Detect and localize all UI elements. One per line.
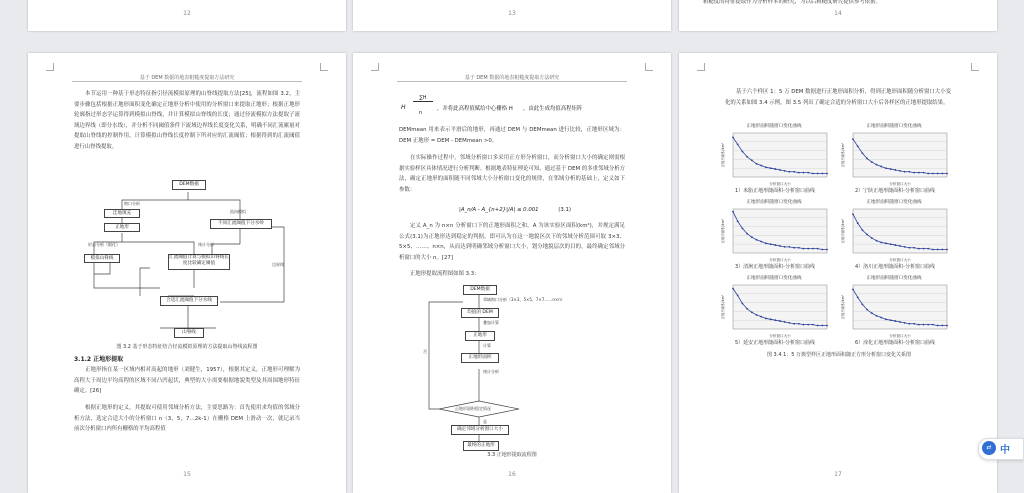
page-number: 13 [508,10,516,17]
data-point [817,248,819,250]
data-point [927,173,929,175]
data-point [909,323,911,325]
equation-3-1 [399,207,625,217]
data-point [742,151,744,153]
data-point [765,166,767,168]
data-point [746,233,748,235]
data-point [732,211,734,213]
data-point [890,319,892,321]
data-point [909,171,911,173]
page-14 [679,0,997,31]
data-point [932,249,934,251]
header-rule [397,81,627,82]
data-point [751,311,753,313]
data-point [918,248,920,250]
flow-label-calc: 计算 [483,343,491,348]
data-point [913,172,915,174]
data-point [803,172,805,174]
crop-mark [320,63,328,71]
x-axis-label: 分析窗口大小 [769,182,791,186]
crop-mark [971,63,979,71]
chart-title: 正地形面积随窗口变化曲线 [866,200,922,205]
data-point [880,166,882,168]
page-number: 14 [834,10,842,17]
body-paragraph: 根据正地形的定义，其提取可使用邻域分析方法，主要思路为：首先使用求均值的邻域分析方法，选定合适大小的分析窗口 n（3，5，7…2k-1）在栅格 DEM 上滑动一次，就记录当前次分析窗口内所有栅格的平均高程值 [74,405,300,433]
data-point [904,246,906,248]
data-point [932,324,934,326]
data-point [941,173,943,175]
line-chart [719,205,831,263]
data-point [779,245,781,247]
data-point [746,308,748,310]
data-point [866,309,868,311]
chart-panel [719,275,831,349]
data-point [909,247,911,249]
data-point [774,244,776,246]
data-point [941,249,943,251]
data-point [826,173,828,175]
data-point [946,173,948,175]
equation-body: |A_n/A - A_{n+2}|/A| ≤ 0.001 [459,207,539,213]
data-point [817,173,819,175]
data-point [793,323,795,325]
data-point [789,171,791,173]
flow-label-boundary: 边界线 [272,262,284,267]
data-point [760,316,762,318]
flow-label-stat: 统计分析 [198,242,214,247]
data-point [784,170,786,172]
plot-area [733,285,827,329]
page-12 [28,0,346,31]
flowchart-3-2 [80,178,300,338]
data-point [803,248,805,250]
data-point [770,243,772,245]
formula-hmean [399,93,629,123]
chart-title: 正地形面积随窗口变化曲线 [746,200,802,205]
flow-node-pos: 正地形 [465,331,495,341]
page-number: 16 [508,471,516,478]
data-point [732,137,734,139]
formula-symbol: H [401,104,406,111]
data-point [862,152,864,154]
data-point [852,213,854,215]
data-point [756,314,758,316]
running-header: 基于 DEM 数据的地表粗糙度提取方法研究 [139,75,235,81]
data-point [918,172,920,174]
data-point [812,248,814,250]
flowchart-3-3 [423,283,623,449]
data-point [937,325,939,327]
data-point [946,325,948,327]
data-point [821,173,823,175]
data-point [789,322,791,324]
y-axis-label: 正地形面积/km² [721,142,725,168]
data-point [871,161,873,163]
page-text-fragment: 粗糙度的特征提取作为分析样本的研究，为以后粗糙度研究提供参考依据。 [703,0,881,5]
data-point [927,248,929,250]
page-16 [353,53,671,493]
flow-label-stat2: 统计分析 [483,369,499,374]
flow-node-fill: 洼地填充 [104,209,140,218]
chart-panel [839,123,951,197]
figure-caption: 图 3.4 1：5 万典型样区正地形面积随正方形分析窗口变化关系图 [766,352,912,358]
body-paragraph: 定义 A_n 为 n×n 分析窗口下的正地形面积之和，A 为该实验区面积(km²)，并规定满足公式(3.1)为正地形达到稳定的判据，即可认为在这一地貌区次下的邻域分析范围可取 3×3、5×5、……、n×n，从而达到明确邻域分析窗口大小，划分地貌层次的目的，最终确定邻域分析窗口的大小 n。[27] [399,223,625,261]
data-point [866,158,868,160]
data-point [871,312,873,314]
body-paragraph: 本节运用一种基于形态特征指引径流模拟原理的山脊线提取方法[25]，流程如图 3.2，主要步骤包括根据正地形面积变化确定正地形分析中使用的分析窗口来提取正地形；根据正地形轮廓指过形态学运算得到模拟山脊线，并计算模拟山脊线的长度；通过径流模拟方法提取子流域边界线（即分水线），并分析不同阈值条件下流域边界线长度变化关系，明确不同汇流累量对提取山脊线的控制作用，计算模拟山脊线长度控制下所对应的汇流阈值；根据得到的汇流阈值进行山脊线提取。 [74,91,300,150]
flow-node-area: 正地形面积 [461,353,499,363]
y-axis-label: 正地形面积/km² [721,294,725,320]
line-chart [839,205,951,263]
data-point [826,325,828,327]
data-point [779,320,781,322]
data-point [880,317,882,319]
data-point [756,163,758,165]
data-point [817,325,819,327]
page-17 [679,53,997,493]
data-point [899,245,901,247]
data-point [923,172,925,174]
chart-title: 正地形面积随窗口变化曲线 [746,124,802,129]
flow-label-simflow: 流向模拟 [230,209,246,214]
data-point [923,324,925,326]
x-axis-label: 分析窗口大小 [889,334,911,338]
data-point [826,249,828,251]
data-point [885,167,887,169]
data-point [821,325,823,327]
data-point [803,324,805,326]
chart-panel [719,123,831,197]
crop-mark [645,63,653,71]
data-point [812,173,814,175]
flow-node-posterrain: 正地形 [104,223,140,232]
data-point [756,239,758,241]
data-point [732,288,734,290]
data-point [812,324,814,326]
data-point [937,173,939,175]
data-point [913,323,915,325]
flow-node-ridge: 山脊线 [174,328,204,338]
data-point [862,303,864,305]
line-chart [719,281,831,339]
data-point [742,303,744,305]
chart-caption: 1）米脂正地形随面积-分析窗口曲线 [735,188,815,194]
flow-node-compute: 汇流阈值计算与模拟山脊线长度比较确定阈值 [168,254,230,270]
flow-node-dem: DEM数据 [463,285,497,295]
chart-caption: 6）淳化正地形随面积-分析窗口曲线 [855,340,935,346]
data-point [751,236,753,238]
header-rule [72,81,302,82]
flow-node-size: 确定邻域分析窗口大小 [451,425,509,435]
data-point [737,144,739,146]
data-point [871,237,873,239]
x-axis-label: 分析窗口大小 [769,334,791,338]
data-point [876,315,878,317]
data-point [894,244,896,246]
x-axis-label: 分析窗口大小 [889,182,911,186]
data-point [890,168,892,170]
formula-rest: ，由此生成均值高程矩阵 [523,106,583,112]
data-point [793,171,795,173]
x-axis-label: 分析窗口大小 [889,258,911,262]
chart-title: 正地形面积随窗口变化曲线 [866,276,922,281]
page-13 [353,0,671,31]
data-point [760,165,762,167]
formula-note: ，并将此高程值赋给中心栅格 H [437,106,513,112]
data-point [798,247,800,249]
flow-node-simridge: 模拟山脊线 [84,254,120,263]
data-point [774,319,776,321]
chart-panel [719,199,831,273]
chart-grid [719,123,959,403]
data-point [760,241,762,243]
x-axis-label: 分析窗口大小 [769,258,791,262]
formula-denominator: n [419,110,423,116]
y-axis-label: 正地形面积/km² [841,218,845,244]
data-point [932,173,934,175]
data-point [852,138,854,140]
chart-panel [839,199,951,273]
equation-number: (3.1) [558,207,571,213]
body-paragraph: 正地形提取流程图如图 3.3： [410,271,480,277]
data-point [885,318,887,320]
translate-icon[interactable]: ⇄ [982,441,996,455]
figure-caption: 图 3.2 基于形态特征结合径流模拟原理的方法提取山脊线流程图 [116,344,258,350]
flow-label-no: 否 [423,349,427,354]
data-point [899,170,901,172]
running-header: 基于 DEM 数据的地表粗糙度提取方法研究 [464,75,560,81]
y-axis-label: 正地形面积/km² [841,142,845,168]
data-point [789,246,791,248]
data-point [876,240,878,242]
chart-caption: 4）洛川正地形随面积-分析窗口曲线 [855,264,935,270]
data-point [807,324,809,326]
chart-caption: 3）清涧正地形随面积-分析窗口曲线 [735,264,815,270]
page-number: 12 [183,10,191,17]
data-point [737,220,739,222]
line-chart [839,281,951,339]
y-axis-label: 正地形面积/km² [841,294,845,320]
data-point [770,318,772,320]
data-point [857,296,859,298]
section-heading: 3.1.2 正地形提取 [74,356,124,363]
data-point [946,249,948,251]
flow-label-yes: 是 [483,419,487,424]
page-number: 15 [183,471,191,478]
data-point [885,242,887,244]
data-point [890,243,892,245]
data-point [807,248,809,250]
data-point [857,222,859,224]
data-point [866,234,868,236]
body-paragraph: 正地形指在某一区域内相对高起的地形（刘健生，1957），根据其定义，正地形可理解为高程大于周边平均高程的区域不同凸凹起伏，典型的大小需要根据地貌类型及其周围地形特征确定。[26] [74,367,300,395]
flow-node-dem: DEM数据 [172,180,206,190]
data-point [798,172,800,174]
data-point [880,242,882,244]
data-point [770,167,772,169]
data-point [821,249,823,251]
page-15 [28,53,346,493]
data-point [862,229,864,231]
flow-node-smooth: 均值的 DEM [461,308,499,318]
body-paragraph: DEMmean 用来表示平滑后的地形，再通过 DEM 与 DEMmean 进行比较，正地形区域为：DEM 正地形 = DEM - DEMmean >0。 [399,127,625,144]
data-point [894,169,896,171]
data-point [784,246,786,248]
figure-caption: 3.3 正地形提取流程图 [487,452,537,458]
data-point [774,168,776,170]
data-point [793,247,795,249]
data-point [737,295,739,297]
chart-title: 正地形面积随窗口变化曲线 [746,276,802,281]
data-point [765,242,767,244]
formula-fraction: ∑H [413,95,433,102]
data-point [798,323,800,325]
data-point [807,172,809,174]
data-point [742,227,744,229]
crop-mark [697,63,705,71]
chart-panel [839,275,951,349]
page-number: 17 [834,471,842,478]
data-point [852,289,854,291]
flow-label-stat1: 叠加计算 [483,320,499,325]
crop-mark [371,63,379,71]
flow-node-final: 最终的正地形 [463,441,499,451]
data-point [904,322,906,324]
data-point [751,159,753,161]
data-point [937,249,939,251]
chart-caption: 2）宁陕正地形随面积-分析窗口曲线 [855,188,935,194]
data-point [913,247,915,249]
data-point [857,145,859,147]
data-point [784,321,786,323]
data-point [894,320,896,322]
data-point [923,248,925,250]
data-point [765,318,767,320]
data-point [876,164,878,166]
data-point [904,171,906,173]
y-axis-label: 正地形面积/km² [721,218,725,244]
flow-label-window: 窗口分析 [124,201,140,206]
data-point [918,324,920,326]
data-point [927,324,929,326]
crop-mark [46,63,54,71]
language-label[interactable]: 中 [1000,445,1010,456]
flow-node-diffflow: 不同汇流阈值下分水岭 [210,219,272,229]
line-chart [719,129,831,187]
translate-widget[interactable] [978,438,1024,460]
data-point [746,156,748,158]
data-point [779,169,781,171]
flow-label-window: 邻域窗口分析（3×3、5×5、7×7……n×n） [483,297,565,302]
data-point [899,321,901,323]
chart-caption: 5）延安正地形随面积-分析窗口曲线 [735,340,815,346]
body-paragraph: 基于六个样区 1：5 万 DEM 数据进行正地形面积分析，得到正地形面积随分析窗口大小变化的关系如图 3.4 示例，图 3.5 列出了确定合适的分析窗口大小后各样区的正地形提取结果。 [725,89,951,106]
data-point [941,325,943,327]
body-paragraph: 在实际操作过程中，邻域分析窗口多采用正方形分析窗口，而分析窗口大小的确定则需根据实验样区具体情况进行分析判断。根据地表特征理论可知，通过基于 DEM 的多重邻域分析方法，确定正地形的面积随不同邻域大小分析窗口变化的规律，在邻域分析的基础上，定义如下参数： [399,155,625,193]
flow-node-pick: 合适汇流阈值下分水线 [160,296,218,306]
chart-title: 正地形面积随窗口变化曲线 [866,124,922,129]
line-chart [839,129,951,187]
flow-label-morph: 形态分析（细化） [88,242,120,247]
flow-node-cond: 正地形面积稳定情况 [455,406,491,411]
